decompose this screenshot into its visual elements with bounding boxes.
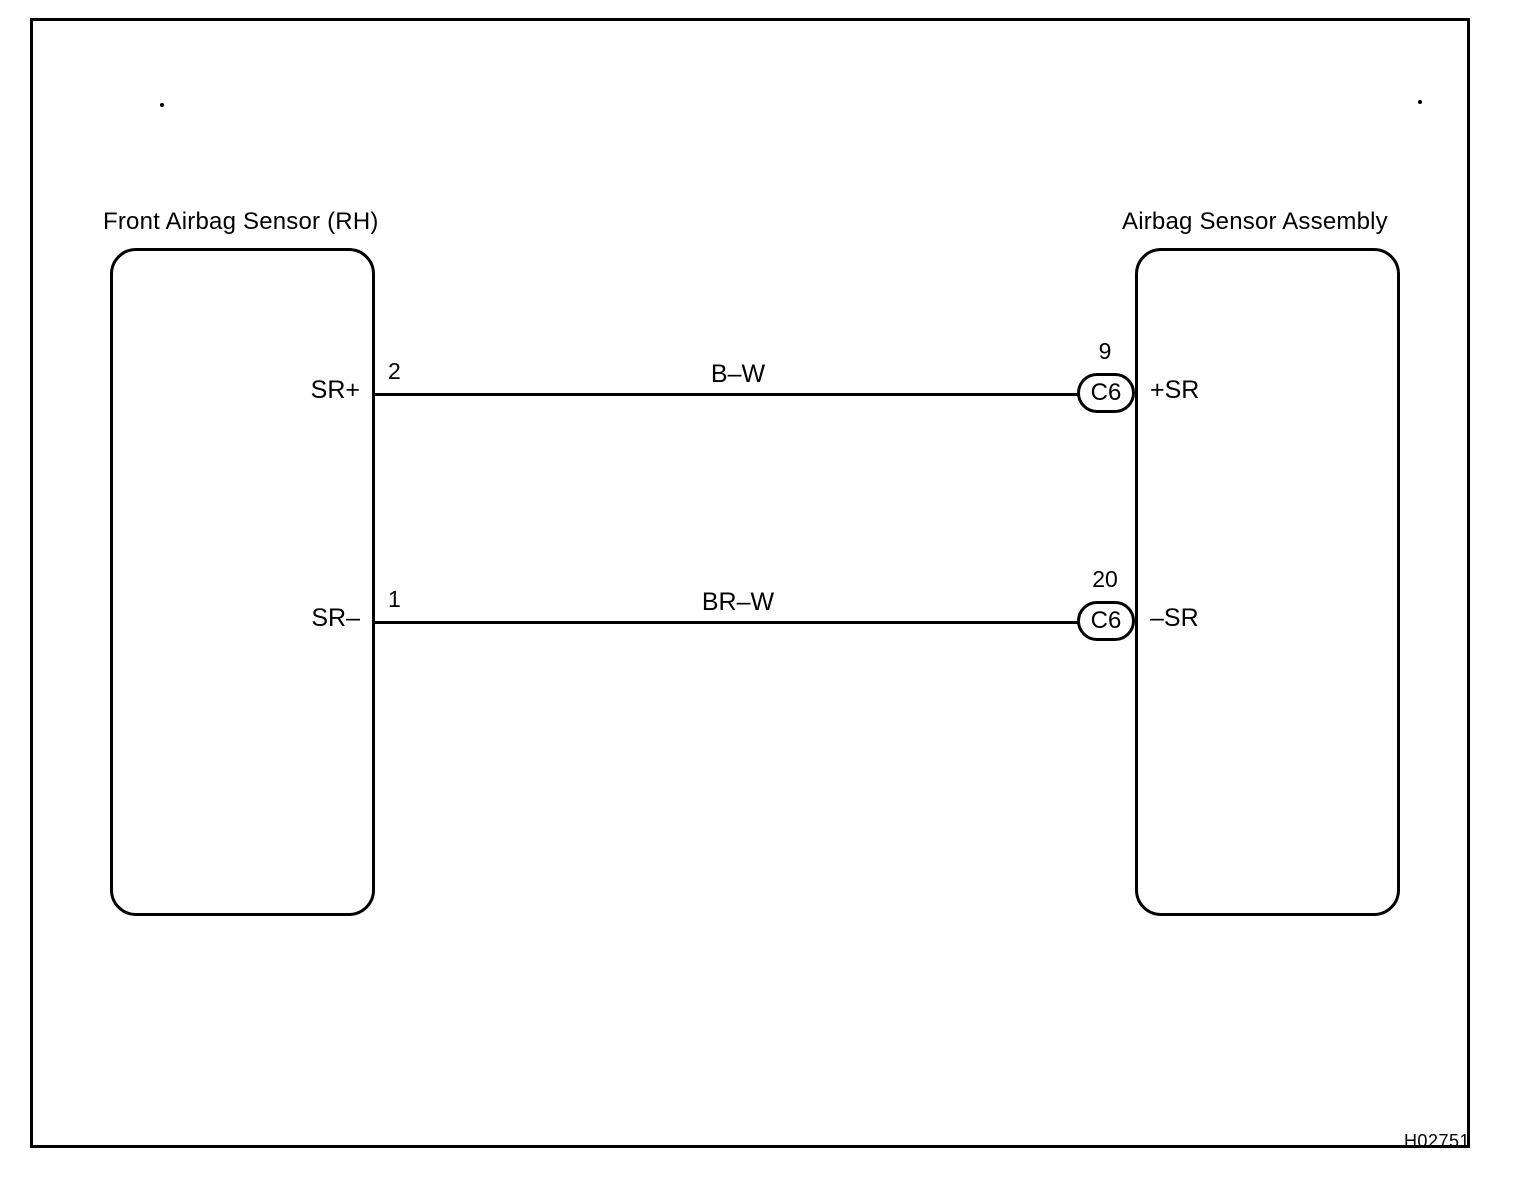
component-box-airbag-sensor-assembly [1135, 248, 1400, 916]
connector-badge-c6-upper: C6 [1077, 373, 1135, 413]
wire-sr-minus [372, 621, 1084, 624]
wire-sr-plus [372, 393, 1084, 396]
right-pin-number-sr-plus: 9 [1098, 338, 1112, 364]
wire-color-label-sr-plus: B–W [640, 360, 836, 389]
connector-badge-c6-lower: C6 [1077, 601, 1135, 641]
right-terminal-label-plus-sr: +SR [1150, 376, 1200, 404]
figure-code: H02751 [1403, 1131, 1470, 1151]
registration-dot-top-right [1418, 100, 1422, 104]
left-pin-number-sr-minus: 1 [388, 586, 401, 612]
right-pin-number-sr-minus: 20 [1092, 566, 1118, 592]
left-terminal-label-sr-plus: SR+ [310, 376, 360, 404]
wire-color-label-sr-minus: BR–W [640, 588, 836, 617]
component-box-front-airbag-sensor-rh [110, 248, 375, 916]
component-title-front-airbag-sensor-rh: Front Airbag Sensor (RH) [103, 208, 379, 235]
left-terminal-label-sr-minus: SR– [311, 604, 360, 632]
right-terminal-label-minus-sr: –SR [1150, 604, 1199, 632]
component-title-airbag-sensor-assembly: Airbag Sensor Assembly [1122, 208, 1388, 235]
left-pin-number-sr-plus: 2 [388, 358, 401, 384]
registration-dot-top-left [160, 103, 164, 107]
